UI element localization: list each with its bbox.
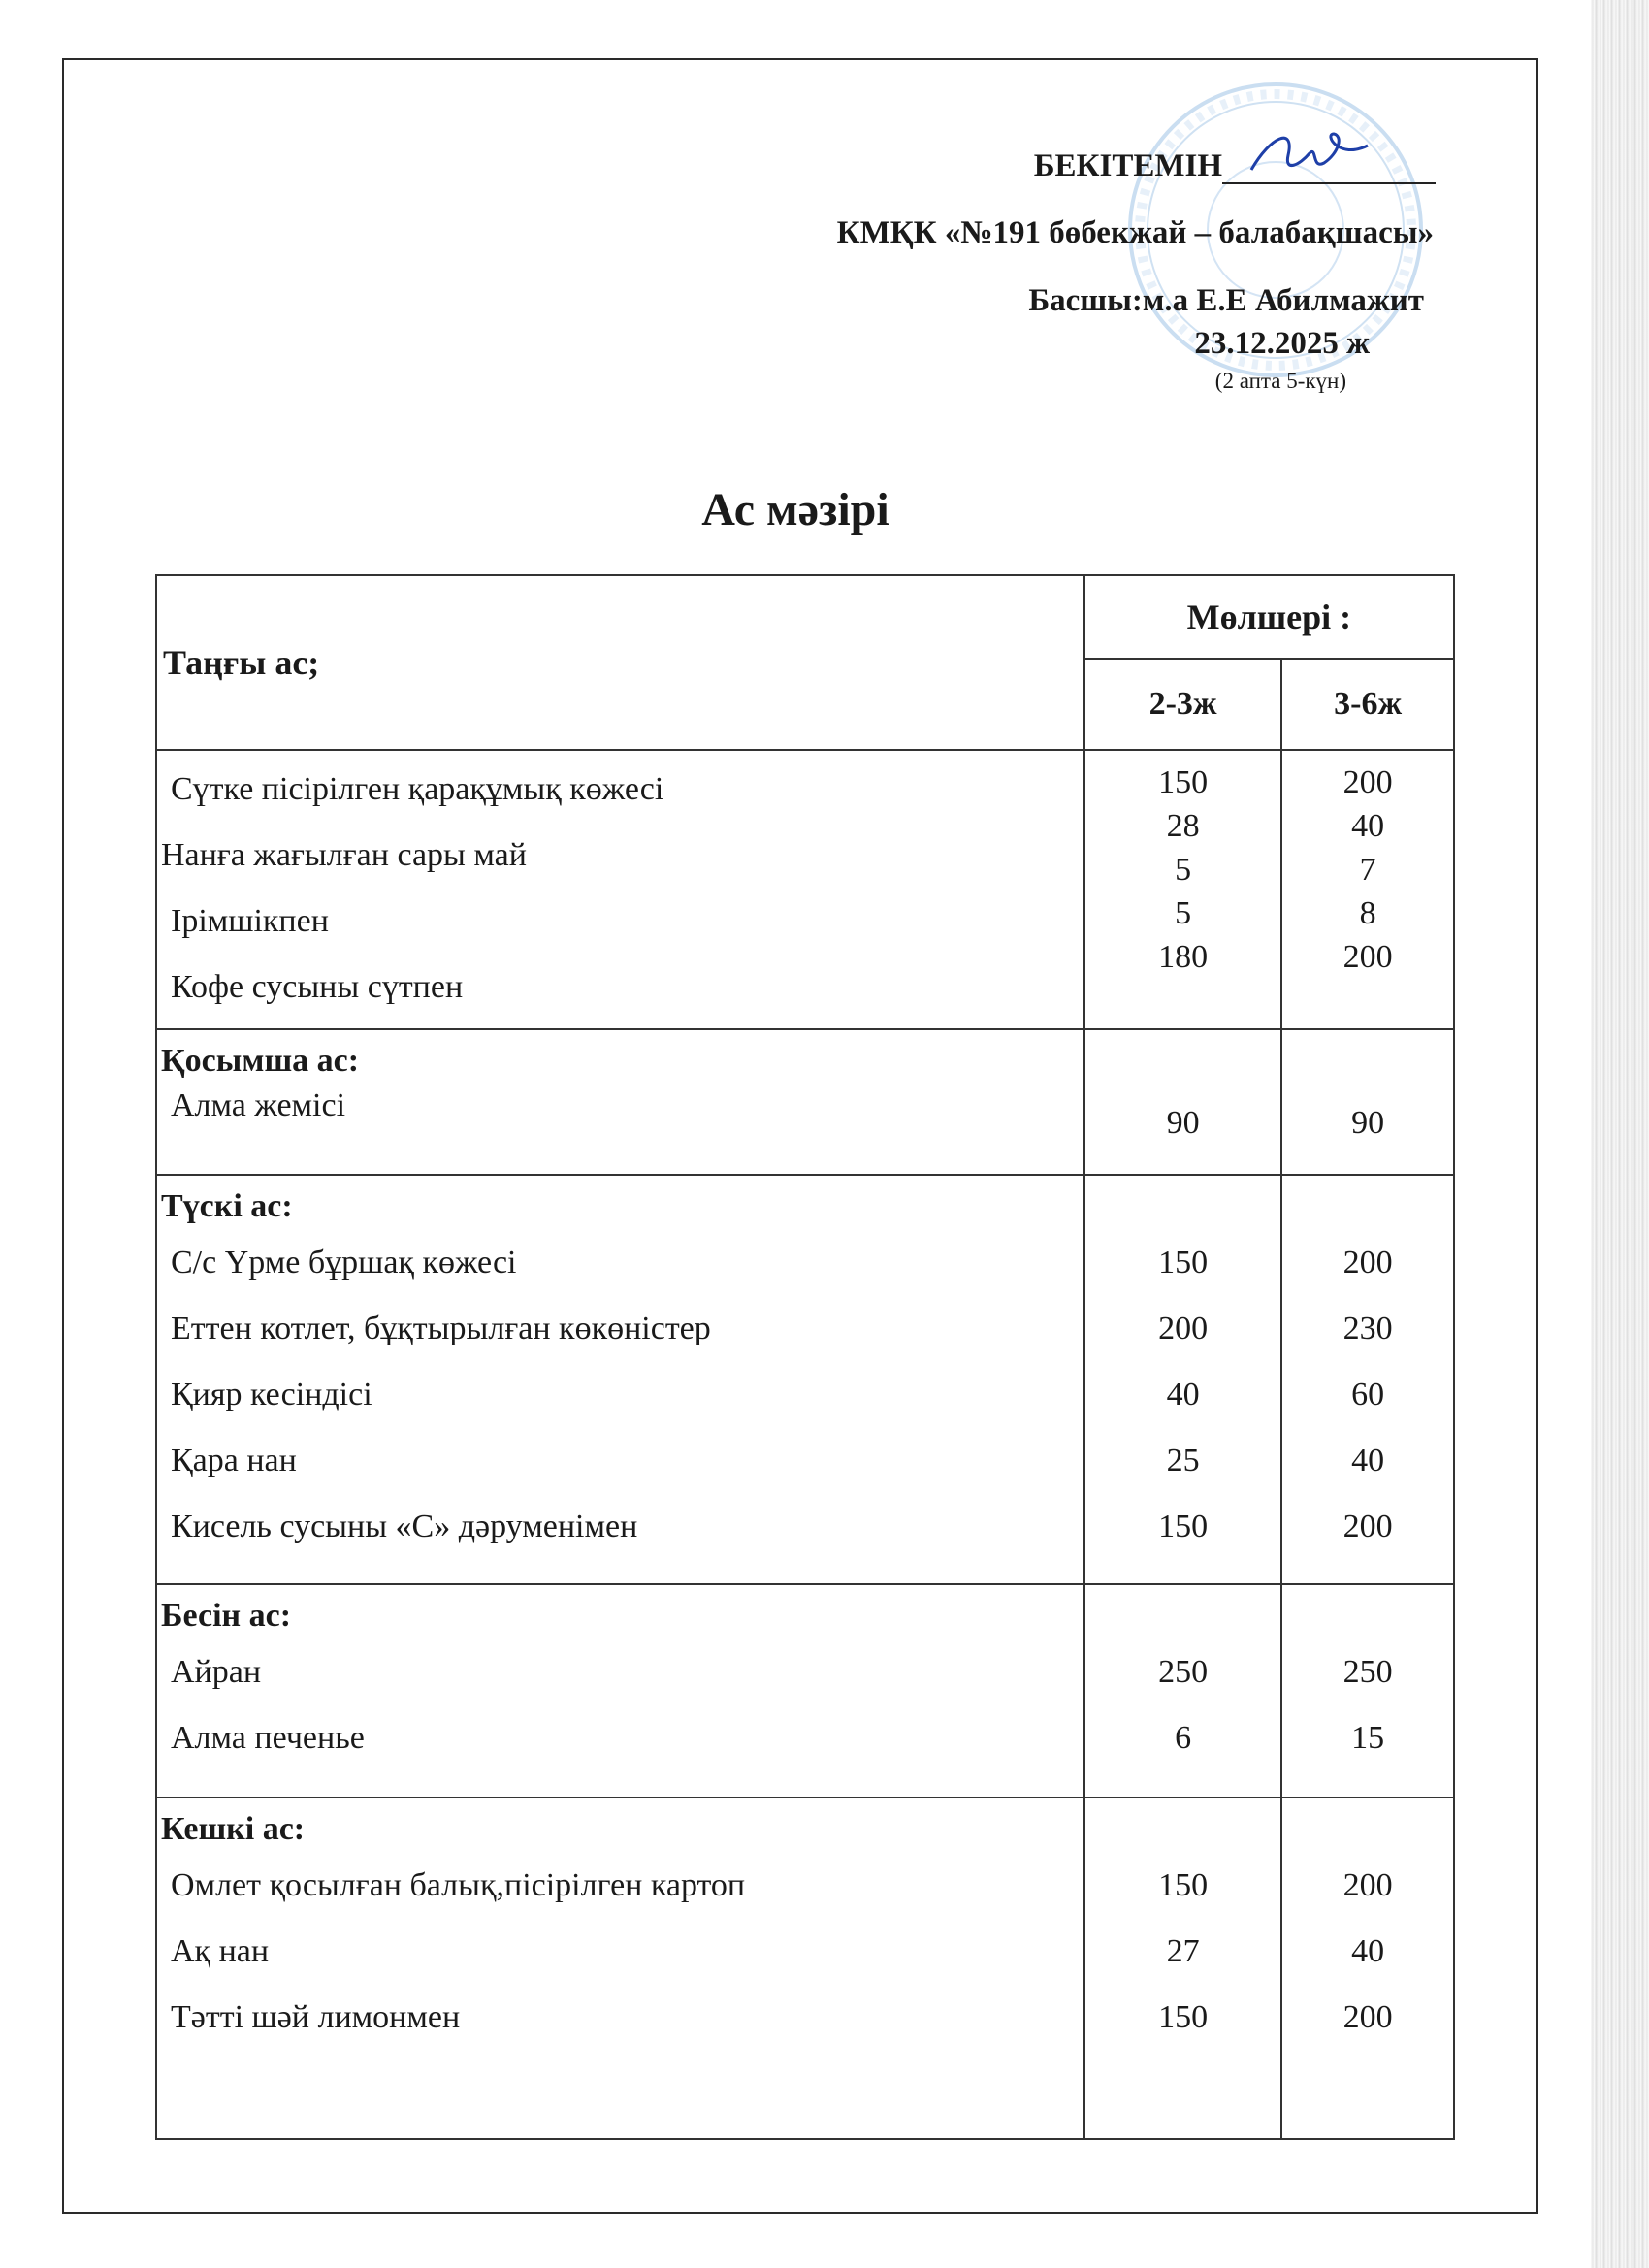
lunch-title: Түскі ас:: [161, 1188, 293, 1224]
qty-value: 200: [1342, 1245, 1393, 1280]
list-item: С/с Үрме бұршақ көжесі: [171, 1245, 517, 1280]
qty-value: 7: [1359, 852, 1376, 888]
qty-value: 150: [1158, 764, 1209, 800]
list-item: Сүтке пісірілген қарақұмық көжесі: [171, 771, 664, 807]
list-item: Кофе сусыны сүтпен: [171, 969, 464, 1005]
signature: [1242, 116, 1377, 184]
afternoon-section: [156, 1584, 1454, 1798]
breakfast-title: Таңғы ас;: [156, 575, 1084, 750]
page-title: Ас мәзірі: [701, 484, 889, 535]
menu-table: [155, 574, 1455, 2140]
qty-value: 5: [1175, 895, 1192, 931]
qty-value: 6: [1175, 1720, 1192, 1756]
qty-value: 40: [1166, 1377, 1200, 1412]
signature-line: [1222, 146, 1436, 184]
qty-value: 230: [1342, 1311, 1393, 1346]
list-item: Еттен котлет, бұқтырылған көкөністер: [171, 1311, 711, 1346]
dinner-title: Кешкі ас:: [161, 1811, 306, 1847]
qty-value: 250: [1342, 1654, 1393, 1690]
breakfast-section: [156, 750, 1454, 1029]
quantity-header: Мөлшері :: [1084, 575, 1454, 659]
qty-value: 180: [1158, 939, 1209, 975]
qty-value: 90: [1166, 1105, 1200, 1141]
qty-value: 150: [1158, 1867, 1209, 1903]
approve-label: БЕКІТЕМІН: [1033, 148, 1222, 183]
list-item: Алма жемісі: [171, 1087, 346, 1123]
approval-line: [1034, 146, 1436, 184]
qty-value: 28: [1166, 808, 1200, 844]
list-item: Тәтті шәй лимонмен: [171, 1999, 461, 2035]
list-item: Айран: [171, 1654, 262, 1690]
age-group-2-3: 2-3ж: [1084, 659, 1282, 750]
approval-date: 23.12.2025 ж: [1194, 326, 1370, 361]
qty-value: 15: [1351, 1720, 1385, 1756]
head-person: Басшы:м.а Е.Е Абилмажит: [1028, 283, 1424, 318]
qty-value: 5: [1175, 852, 1192, 888]
list-item: Ірімшікпен: [171, 903, 329, 939]
week-day: (2 апта 5-күн): [1214, 369, 1346, 393]
qty-value: 150: [1158, 1999, 1209, 2035]
qty-value: 40: [1351, 808, 1385, 844]
list-item: Қияр кесіндісі: [171, 1377, 372, 1412]
age-group-3-6: 3-6ж: [1281, 659, 1454, 750]
qty-value: 200: [1342, 764, 1393, 800]
qty-value: 200: [1342, 1867, 1393, 1903]
qty-value: 200: [1158, 1311, 1209, 1346]
qty-value: 250: [1158, 1654, 1209, 1690]
snack-title: Қосымша ас:: [161, 1043, 360, 1079]
qty-value: 150: [1158, 1245, 1209, 1280]
list-item: Кисель сусыны «С» дәруменімен: [171, 1508, 638, 1544]
scan-edge: [1591, 0, 1649, 2268]
qty-value: 27: [1166, 1933, 1200, 1969]
qty-value: 25: [1166, 1442, 1200, 1478]
qty-value: 200: [1342, 939, 1393, 975]
organization-name: КМҚК «№191 бөбекжай – балабақшасы»: [836, 215, 1434, 250]
afternoon-title: Бесін ас:: [161, 1598, 292, 1634]
dinner-section: [156, 1798, 1454, 2139]
list-item: Ақ нан: [171, 1933, 270, 1969]
qty-value: 90: [1351, 1105, 1385, 1141]
qty-value: 60: [1351, 1377, 1385, 1412]
qty-value: 150: [1158, 1508, 1209, 1544]
qty-value: 40: [1351, 1442, 1385, 1478]
list-item: Қара нан: [171, 1442, 297, 1478]
list-item: Алма печенье: [171, 1720, 365, 1756]
snack-section: [156, 1029, 1454, 1175]
qty-value: 200: [1342, 1508, 1393, 1544]
qty-value: 8: [1359, 895, 1376, 931]
list-item: Нанға жағылған сары май: [161, 837, 527, 873]
qty-value: 200: [1342, 1999, 1393, 2035]
qty-value: 40: [1351, 1933, 1385, 1969]
lunch-section: [156, 1175, 1454, 1584]
list-item: Омлет қосылған балық,пісірілген картоп: [171, 1867, 746, 1903]
